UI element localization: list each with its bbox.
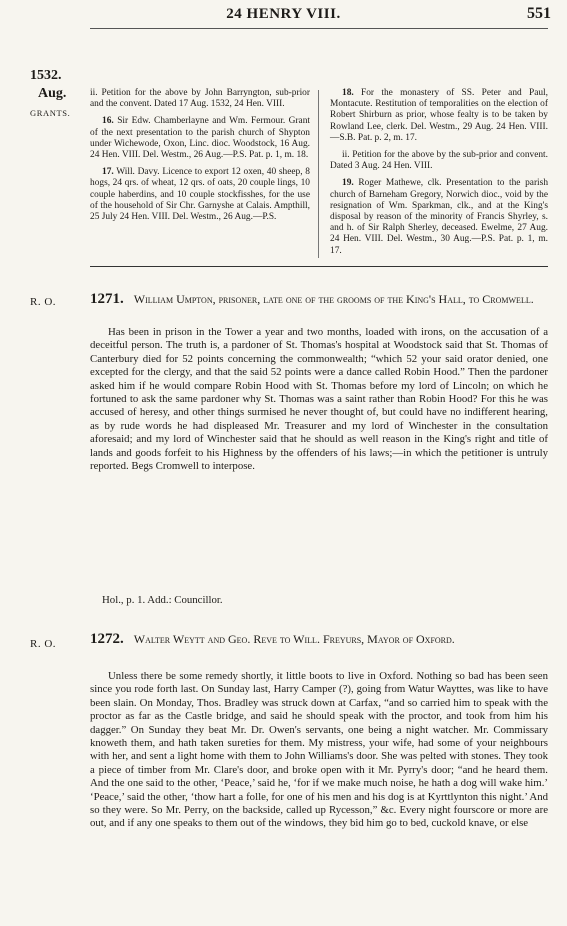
column-divider — [318, 90, 319, 258]
entry-heading — [90, 292, 548, 307]
margin-month: Aug. — [38, 86, 67, 101]
grant-number: 18. — [342, 88, 354, 98]
entry-title: Walter Weytt and Geo. Reve to Will. Freyurs, Mayor of Oxford. — [133, 632, 455, 646]
entry-references: Hol., p. 1. Add.: Councillor. — [102, 594, 223, 606]
entry-body — [90, 326, 548, 473]
grant-entry — [330, 178, 548, 256]
running-header-title: 24 HENRY VIII. — [226, 6, 341, 22]
grant-entry — [90, 167, 310, 223]
entry-number: 1271. — [90, 291, 124, 307]
entry-heading — [90, 632, 548, 647]
entry-paragraph: Unless there be some remedy shortly, it little boots to live in Oxford. Nothing so bad has been seen since you rode forth last. On Sunday last, Harry Camper (?), going from Watur Wayttes, was like to have been slain. On Monday, Thos. Bradley was struck down at Carfax, “and so carried him to speak with the proctor as far as the Castle bridge, and said he should speak with the proctor, and took from him his dagger.” On Sunday they beat Mr. Dr. Owen's servants, one being a night watcher. Mr. Commissary knoweth them, and hath taken sureties for them. My mistress, your wife, had some of your neighbours with her, and sent a light home with them to John Williams's door. She was pelted with stones. They took a piece of timber from Mr. Clare's door, and broke open with it Mr. Pyrry's door; “and he heard them. And the one said to the other, ‘Peace,’ said he, ‘for if we make much noise, he hath a dog will wake him.’ ‘Peace,’ said the other, ‘thow hart a folle, for one of his men and his dog is at Kyrttlynton this night.’ And so they were. So Mr. Perry, on the backside, called up Rycesson,” &c. Every night fourscore or more are out, and if any one speaks to them out of the windows, they bid him go to bed, cuckold knave, or else — [90, 670, 548, 830]
grant-number: 16. — [102, 116, 114, 127]
grants-right-column — [330, 88, 548, 263]
grant-text: Will. Davy. Licence to export 12 oxen, 40 sheep, 8 hogs, 24 qrs. of wheat, 12 qrs. of oats, 20 couple lings, 10 couple haberdins, and 10 couple stockfisshes, for the use of the household of Sir Chr. Garnyshe at Calais. Ampthill, 25 July 24 Hen. VIII. Del. Westm., 26 Aug.—P.S. — [90, 167, 310, 223]
grant-text: ii. Petition for the above by John Barryngton, sub-prior and the convent. Dated 17 Aug. 1532, 24 Hen. VIII. — [90, 88, 310, 110]
entry-number: 1272. — [90, 631, 124, 647]
grant-text: ii. Petition for the above by the sub-prior and convent. Dated 3 Aug. 24 Hen. VIII. — [330, 150, 548, 172]
margin-section: GRANTS. — [30, 108, 71, 118]
header-rule — [90, 28, 548, 29]
grant-text: Sir Edw. Chamberlayne and Wm. Fermour. Grant of the next presentation to the parish church of Shypton under Wichewode, Oxon, Linc. dioc. Woodstock, 16 Aug. 24 Hen. VIII. Del. Westm., 26 Aug.—P.S. Pat. p. 1, m. 18. — [90, 116, 310, 161]
margin-year: 1532. — [30, 68, 62, 83]
grant-text: For the monastery of SS. Peter and Paul, Montacute. Restitution of temporalities on the election of Robert Shirburn as prior, whose fealty is to be taken by Rowland Lee, clerk. Del. Westm., 29 Aug. 24 Hen. VIII.—S.B. Pat. p. 2, m. 17. — [330, 88, 548, 143]
margin-source-ro: R. O. — [30, 296, 57, 308]
grants-left-column — [90, 88, 310, 229]
margin-source-ro: R. O. — [30, 638, 57, 650]
entry-body — [90, 670, 548, 831]
entry-title: William Umpton, prisoner, late one of the grooms of the King's Hall, to Cromwell. — [133, 292, 534, 306]
grant-entry — [90, 116, 310, 161]
section-rule — [90, 266, 548, 267]
page-number: 551 — [527, 5, 551, 22]
grant-entry — [90, 88, 310, 110]
grant-text: Roger Mathewe, clk. Presentation to the parish church of Barneham Gregory, Norwich dioc., void by the resignation of Wm. Sparkman, clk., and at the King's disposal by reason of the minority of Francis Shyrley, s. and h. of Sir Ralph Sherley, deceased. Ewelme, 27 Aug. 24 Hen. VIII. Del. Westm., 30 Aug.—P.S. Pat. p. 1, m. 17. — [330, 178, 549, 256]
entry-paragraph: Has been in prison in the Tower a year and two months, loaded with irons, on the accusation of a deceitful person. The truth is, a pardoner of St. Thomas's hospital at Woodstock said that St. Thomas of Canterbury died for 52 points concerning the commonwealth; “which 52 your said orator denied, one excepted for the clergy, and that the said 52 points were a dance called Robin Hood.” Then the pardoner asked him if he would compare Robin Hood with St. Thomas before my lord of Lincoln; on which he fortuned to ask the same pardoner why St. Thomas was a saint rather than Robin Hood? For this he was accused of heresy, and other things surmised he never thought of, but could have no indifferent hearing, as by rude words he had displeased Mr. Treasurer and my lord of Winchester in the consultation aforesaid; and my lord of Winchester said that he should as well reason in the King's right and title of lands and goods forfeit to his Highness by the offenders of his laws;—in which the petitioner is untruly reported. Begs Cromwell to interpose. — [90, 326, 548, 473]
grant-entry — [330, 150, 548, 172]
grant-number: 17. — [102, 167, 114, 178]
grant-entry — [330, 88, 548, 144]
grant-number: 19. — [342, 178, 354, 189]
